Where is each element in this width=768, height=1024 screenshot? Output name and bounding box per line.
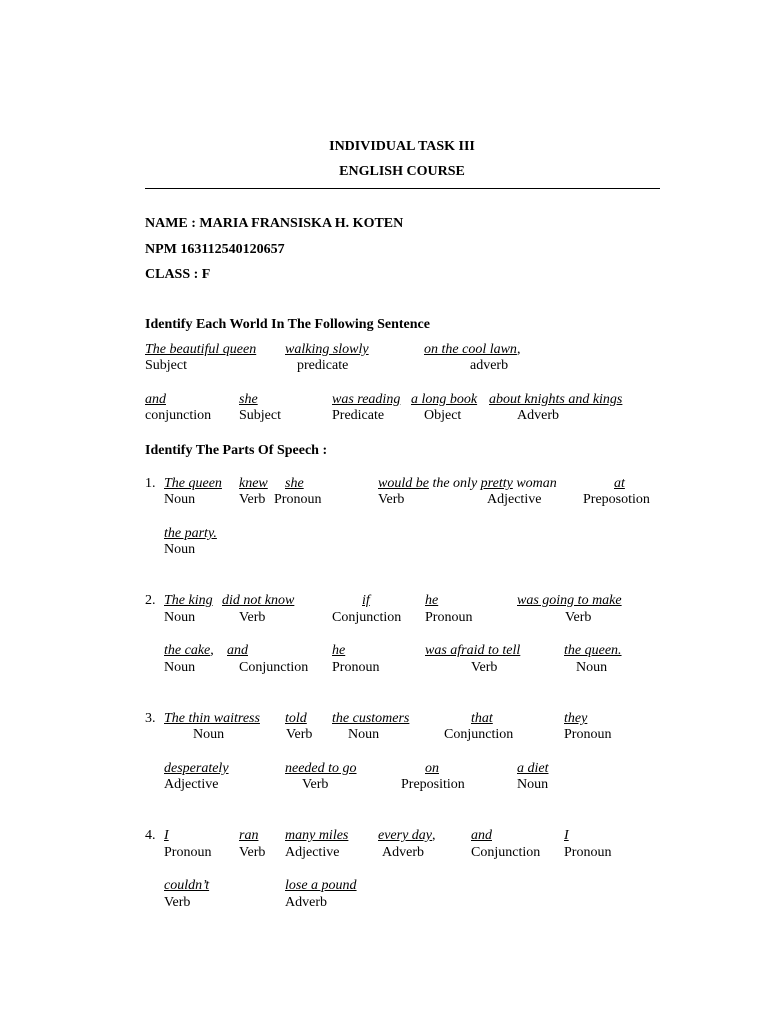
sentence-word-group bbox=[164, 643, 214, 659]
sentence-word: was afraid to tell bbox=[425, 643, 521, 658]
word-label: Pronoun bbox=[332, 660, 380, 675]
word-label: Noun bbox=[193, 727, 225, 742]
word-label: Conjunction bbox=[471, 845, 541, 860]
page-title: INDIVIDUAL TASK III bbox=[329, 139, 475, 154]
sentence-word: he bbox=[425, 593, 439, 608]
word-label: conjunction bbox=[145, 408, 212, 423]
sentence-word: every day bbox=[378, 828, 433, 843]
word-label: Verb bbox=[302, 777, 329, 792]
word-label: Pronoun bbox=[564, 727, 612, 742]
sentence-punctuation: , bbox=[516, 342, 521, 357]
word-label: Conjunction bbox=[444, 727, 514, 742]
sentence-word: at bbox=[614, 476, 625, 491]
sentence-punctuation: , bbox=[432, 828, 436, 843]
word-label: Pronoun bbox=[164, 845, 212, 860]
word-label: Verb bbox=[239, 492, 266, 507]
sentence-word: she bbox=[239, 392, 258, 407]
sentence-word: the party. bbox=[164, 526, 217, 541]
word-label: Pronoun bbox=[274, 492, 322, 507]
word-label: predicate bbox=[297, 358, 349, 373]
sentence-word: pretty bbox=[480, 476, 513, 491]
item-number: 4. bbox=[145, 828, 156, 843]
word-label: Noun bbox=[348, 727, 380, 742]
sentence-punctuation: , bbox=[210, 643, 214, 658]
sentence-word: ran bbox=[239, 828, 259, 843]
sentence-word: needed to go bbox=[285, 761, 357, 776]
student-npm: NPM 163112540120657 bbox=[145, 242, 285, 257]
sentence-word: I bbox=[564, 828, 569, 843]
word-label: Noun bbox=[164, 542, 196, 557]
sentence-word: on the cool lawn bbox=[424, 342, 517, 357]
word-label: Noun bbox=[164, 660, 196, 675]
word-label: Adverb bbox=[517, 408, 559, 423]
sentence-word: many miles bbox=[285, 828, 349, 843]
sentence-word: knew bbox=[239, 476, 268, 491]
sentence-text: woman bbox=[512, 476, 557, 491]
sentence-word: a diet bbox=[517, 761, 549, 776]
word-label: Noun bbox=[164, 610, 196, 625]
sentence-word: I bbox=[164, 828, 169, 843]
word-label: Preposotion bbox=[583, 492, 650, 507]
sentence-word: and bbox=[145, 392, 166, 407]
word-label: Noun bbox=[517, 777, 549, 792]
sentence-word: was reading bbox=[332, 392, 401, 407]
student-class: CLASS : F bbox=[145, 267, 211, 282]
word-label: Pronoun bbox=[564, 845, 612, 860]
word-label: Verb bbox=[378, 492, 405, 507]
sentence-word-group bbox=[378, 476, 557, 492]
sentence-word: desperately bbox=[164, 761, 229, 776]
word-label: Conjunction bbox=[239, 660, 309, 675]
word-label: Preposition bbox=[401, 777, 465, 792]
sentence-word: lose a pound bbox=[285, 878, 357, 893]
sentence-word: The queen bbox=[164, 476, 222, 491]
header-divider bbox=[145, 188, 660, 189]
word-label: Subject bbox=[145, 358, 187, 373]
word-label: Adjective bbox=[164, 777, 219, 792]
sentence-word: was going to make bbox=[517, 593, 622, 608]
word-label: Verb bbox=[565, 610, 592, 625]
sentence-word: couldn’t bbox=[164, 878, 210, 893]
item-number: 1. bbox=[145, 476, 156, 491]
word-label: Adverb bbox=[285, 895, 327, 910]
word-label: Verb bbox=[286, 727, 313, 742]
word-label: Subject bbox=[239, 408, 281, 423]
word-label: adverb bbox=[470, 358, 509, 373]
section1-heading: Identify Each World In The Following Sentence bbox=[145, 317, 430, 332]
item-number: 2. bbox=[145, 593, 156, 608]
sentence-word: and bbox=[227, 643, 248, 658]
sentence-word: told bbox=[285, 711, 307, 726]
word-label: Noun bbox=[576, 660, 608, 675]
sentence-word: the cake bbox=[164, 643, 211, 658]
word-label: Adjective bbox=[487, 492, 542, 507]
item-number: 3. bbox=[145, 711, 156, 726]
sentence-word-group bbox=[424, 342, 520, 358]
sentence-word: the customers bbox=[332, 711, 410, 726]
sentence-word: would be bbox=[378, 476, 429, 491]
sentence-word: and bbox=[471, 828, 492, 843]
word-label: Verb bbox=[239, 845, 266, 860]
page-subtitle: ENGLISH COURSE bbox=[339, 164, 465, 179]
sentence-word: she bbox=[285, 476, 304, 491]
word-label: Verb bbox=[471, 660, 498, 675]
word-label: Conjunction bbox=[332, 610, 402, 625]
sentence-text: the only bbox=[428, 476, 481, 491]
sentence-word: on bbox=[425, 761, 439, 776]
sentence-word: walking slowly bbox=[285, 342, 369, 357]
word-label: Noun bbox=[164, 492, 196, 507]
word-label: Pronoun bbox=[425, 610, 473, 625]
sentence-word: they bbox=[564, 711, 588, 726]
sentence-word: he bbox=[332, 643, 346, 658]
sentence-word-group bbox=[378, 828, 436, 844]
sentence-word: the queen. bbox=[564, 643, 622, 658]
sentence-word: The beautiful queen bbox=[145, 342, 257, 357]
word-label: Predicate bbox=[332, 408, 385, 423]
sentence-word: a long book bbox=[411, 392, 478, 407]
student-name: NAME : MARIA FRANSISKA H. KOTEN bbox=[145, 216, 404, 231]
sentence-word: The thin waitress bbox=[164, 711, 260, 726]
sentence-word: if bbox=[362, 593, 370, 608]
word-label: Object bbox=[424, 408, 462, 423]
sentence-word: The king bbox=[164, 593, 213, 608]
sentence-word: about knights and kings bbox=[489, 392, 623, 407]
word-label: Adjective bbox=[285, 845, 340, 860]
sentence-word: did not know bbox=[222, 593, 295, 608]
word-label: Verb bbox=[164, 895, 191, 910]
sentence-word: that bbox=[471, 711, 493, 726]
section2-heading: Identify The Parts Of Speech : bbox=[145, 443, 328, 458]
word-label: Adverb bbox=[382, 845, 424, 860]
word-label: Verb bbox=[239, 610, 266, 625]
